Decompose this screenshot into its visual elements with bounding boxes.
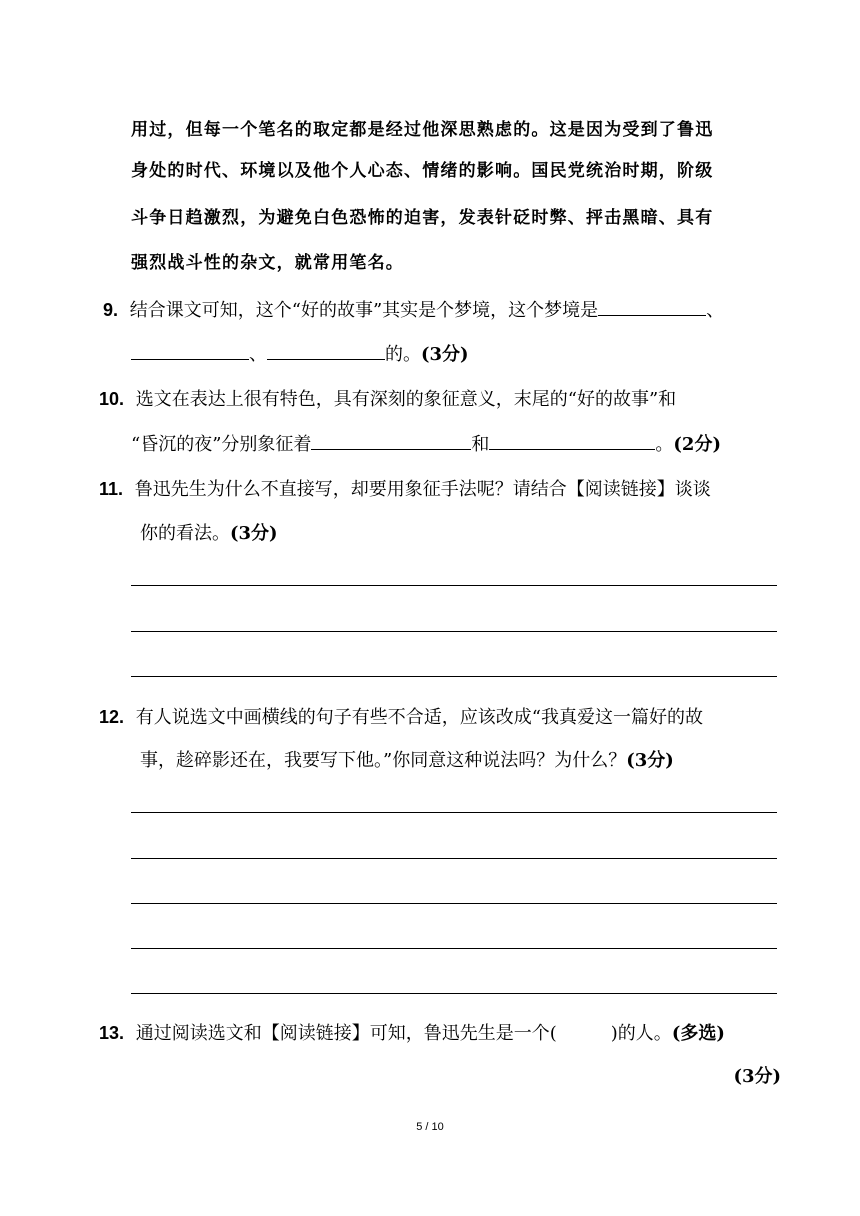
question-9-blank-2[interactable] (131, 341, 249, 360)
question-12-score: (3分) (626, 750, 674, 771)
question-9-line-1 (103, 297, 724, 324)
passage-line-3: 斗争日趋激烈，为避免白色恐怖的迫害，发表针砭时弊、抨击黑暗、具有 (131, 208, 714, 228)
answer-line-11-2[interactable] (131, 631, 777, 632)
question-10-tail: 。 (655, 434, 674, 455)
question-9-sep: 、 (706, 300, 725, 321)
question-12-line-2 (140, 748, 674, 774)
question-10-number: 10. (99, 389, 125, 409)
question-10-blank-1[interactable] (311, 431, 471, 450)
question-11-text-2: 你的看法。 (140, 523, 230, 544)
question-13-number: 13. (99, 1023, 125, 1043)
answer-line-12-2[interactable] (131, 858, 777, 859)
question-9-line-2 (131, 341, 469, 368)
question-11-number: 11. (99, 479, 124, 499)
question-12-number: 12. (99, 707, 125, 727)
question-13-line-1 (99, 1020, 725, 1047)
question-13-multi: (多选) (671, 1023, 725, 1044)
answer-line-11-1[interactable] (131, 585, 777, 586)
answer-line-12-4[interactable] (131, 948, 777, 949)
question-10-text-2: “昏沉的夜”分别象征着 (131, 434, 312, 455)
question-11-line-2 (140, 521, 278, 547)
question-13-score: (3分) (733, 1066, 781, 1087)
answer-line-12-5[interactable] (131, 993, 777, 994)
question-11-line-1 (99, 476, 711, 503)
question-9-text: 结合课文可知，这个“好的故事”其实是个梦境，这个梦境是 (129, 300, 599, 321)
question-11-text: 鲁迅先生为什么不直接写，却要用象征手法呢？请结合【阅读链接】谈谈 (134, 479, 711, 500)
answer-line-11-3[interactable] (131, 676, 777, 677)
question-10-blank-2[interactable] (489, 431, 655, 450)
question-12-text: 有人说选文中画横线的句子有些不合适，应该改成“我真爱这一篇好的故 (135, 707, 703, 728)
question-9-number: 9. (103, 300, 119, 320)
question-12-text-2: 事，趁碎影还在，我要写下他。”你同意这种说法吗？为什么？ (140, 750, 627, 771)
question-9-blank-3[interactable] (267, 341, 385, 360)
passage-line-4: 强烈战斗性的杂文，就常用笔名。 (131, 253, 404, 273)
question-10-line-2 (131, 431, 721, 458)
question-10-mid: 和 (471, 434, 490, 455)
question-9-blank-1[interactable] (598, 297, 706, 316)
question-11-score: (3分) (230, 523, 278, 544)
page-number: 5 / 10 (416, 1121, 444, 1133)
question-10-score: (2分) (673, 434, 721, 455)
question-9-sep-2: 、 (249, 344, 267, 365)
question-10-text: 选文在表达上很有特色，具有深刻的象征意义，末尾的“好的故事”和 (135, 389, 677, 410)
passage-line-2: 身处的时代、环境以及他个人心态、情绪的影响。国民党统治时期，阶级 (131, 161, 714, 181)
question-9-score: (3分) (421, 344, 469, 365)
question-10-line-1 (99, 386, 676, 413)
question-9-tail: 的。 (385, 344, 421, 365)
answer-line-12-1[interactable] (131, 812, 777, 813)
passage-line-1: 用过，但每一个笔名的取定都是经过他深思熟虑的。这是因为受到了鲁迅 (131, 120, 714, 140)
question-12-line-1 (99, 704, 703, 731)
question-13-text: 通过阅读选文和【阅读链接】可知，鲁迅先生是一个( )的人。 (135, 1023, 672, 1044)
answer-line-12-3[interactable] (131, 903, 777, 904)
